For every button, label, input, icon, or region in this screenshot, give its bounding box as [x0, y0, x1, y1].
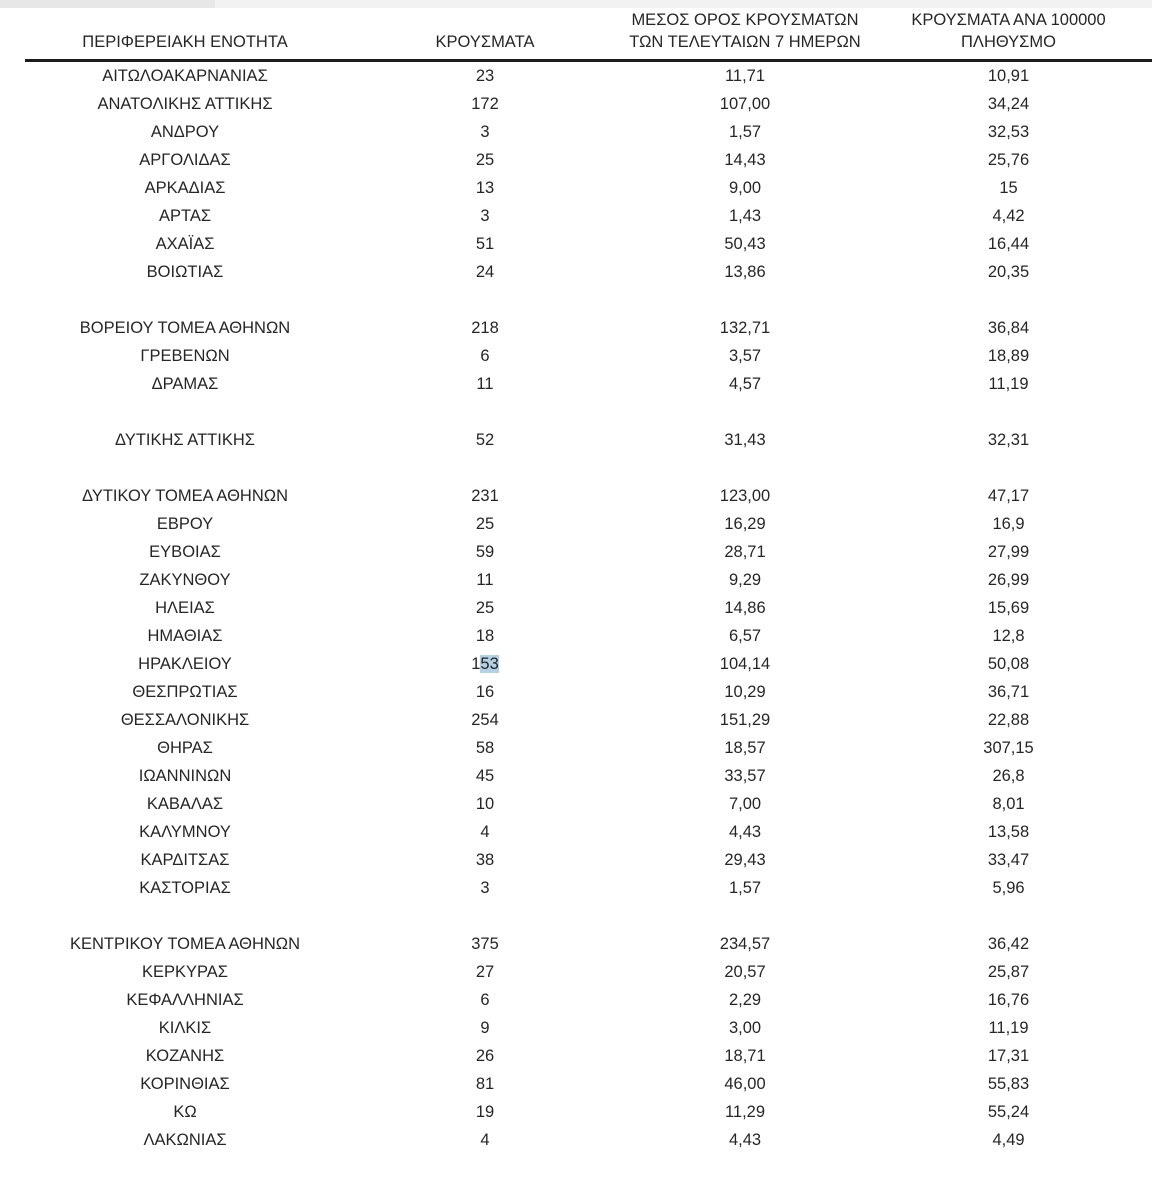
- cases-cell: 218: [471, 318, 499, 337]
- region-cell: ΚΑΡΔΙΤΣΑΣ: [140, 850, 230, 869]
- per100k-cell: 36,71: [987, 682, 1030, 701]
- table-row: [25, 258, 1152, 286]
- per100k-cell: 32,31: [987, 430, 1030, 449]
- header-row: [25, 10, 1152, 60]
- region-cell: ΒΟΙΩΤΙΑΣ: [146, 262, 224, 281]
- cases-cell: [345, 650, 625, 678]
- per100k-cell: 4,42: [992, 206, 1025, 225]
- cases-cell: 18: [475, 626, 495, 645]
- avg7-cell: 3,57: [728, 346, 762, 365]
- cases-cell: 6: [480, 346, 490, 365]
- table-row: [25, 1098, 1152, 1126]
- per100k-cell: 12,8: [992, 626, 1025, 645]
- per100k-cell: 36,84: [987, 318, 1030, 337]
- region-cell: ΒΟΡΕΙΟΥ ΤΟΜΕΑ ΑΘΗΝΩΝ: [79, 318, 291, 337]
- header-regional-unit: [25, 10, 345, 60]
- per100k-cell: 50,08: [987, 654, 1030, 673]
- avg7-cell: 10,29: [724, 682, 766, 701]
- region-cell: ΔΥΤΙΚΗΣ ΑΤΤΙΚΗΣ: [115, 430, 255, 449]
- avg7-cell: 20,57: [724, 962, 766, 981]
- cases-cell: 19: [475, 1102, 495, 1121]
- region-cell: ΗΡΑΚΛΕΙΟΥ: [138, 654, 232, 673]
- region-cell: ΕΥΒΟΙΑΣ: [149, 542, 221, 561]
- cases-cell: 16: [475, 682, 495, 701]
- table-row: [25, 314, 1152, 342]
- cases-cell: 27: [475, 962, 495, 981]
- cases-cell: 59: [475, 542, 495, 561]
- table-row: [25, 538, 1152, 566]
- avg7-cell: 13,86: [724, 262, 766, 281]
- spacer-cell: [25, 398, 1152, 426]
- header-regional-unit-line2: ΠΕΡΙΦΕΡΕΙΑΚΗ ΕΝΟΤΗΤΑ: [82, 33, 288, 51]
- header-7day-average-line2: ΤΩΝ ΤΕΛΕΥΤΑΙΩΝ 7 ΗΜΕΡΩΝ: [629, 33, 861, 51]
- avg7-cell: 9,00: [728, 178, 762, 197]
- per100k-cell: 25,87: [987, 962, 1030, 981]
- region-cell: ΗΜΑΘΙΑΣ: [147, 626, 223, 645]
- spacer-row: [25, 902, 1152, 930]
- per100k-cell: 25,76: [987, 150, 1030, 169]
- cases-cell: 45: [475, 766, 495, 785]
- avg7-cell: 4,57: [728, 374, 762, 393]
- cases-cell: 4: [480, 1130, 490, 1149]
- region-cell: ΚΟΡΙΝΘΙΑΣ: [140, 1074, 230, 1093]
- table-row: [25, 734, 1152, 762]
- avg7-cell: 1,43: [728, 206, 762, 225]
- per100k-cell: 36,42: [987, 934, 1030, 953]
- avg7-cell: 4,43: [728, 822, 762, 841]
- cases-cell: 24: [475, 262, 495, 281]
- region-cell: ΑΙΤΩΛΟΑΚΑΡΝΑΝΙΑΣ: [102, 66, 268, 85]
- avg7-cell: 33,57: [724, 766, 766, 785]
- avg7-cell: 46,00: [724, 1074, 766, 1093]
- cases-cell: 81: [475, 1074, 495, 1093]
- cases-cell: 25: [475, 598, 495, 617]
- avg7-cell: 2,29: [728, 990, 762, 1009]
- table-row: [25, 60, 1152, 90]
- spacer-row: [25, 286, 1152, 314]
- avg7-cell: 11,71: [724, 66, 766, 85]
- header-cases-line2: ΚΡΟΥΣΜΑΤΑ: [435, 33, 535, 51]
- cases-cell: 6: [480, 990, 490, 1009]
- per100k-cell: 55,24: [987, 1102, 1030, 1121]
- cases-cell: 11: [476, 374, 494, 393]
- avg7-cell: 1,57: [728, 122, 762, 141]
- cases-cell: 10: [475, 794, 495, 813]
- table-row: [25, 426, 1152, 454]
- top-strip-dark-segment: [0, 0, 215, 8]
- region-cell: ΕΒΡΟΥ: [156, 514, 214, 533]
- region-cell: ΑΝΑΤΟΛΙΚΗΣ ΑΤΤΙΚΗΣ: [97, 94, 273, 113]
- per100k-cell: 55,83: [987, 1074, 1030, 1093]
- table-row: [25, 118, 1152, 146]
- cases-cell: 58: [475, 738, 495, 757]
- per100k-cell: 13,58: [987, 822, 1030, 841]
- cases-cell: 4: [480, 822, 490, 841]
- region-cell: ΑΧΑΪΑΣ: [155, 234, 215, 253]
- avg7-cell: 50,43: [724, 234, 766, 253]
- per100k-cell: 11,19: [988, 374, 1029, 393]
- region-cell: ΓΡΕΒΕΝΩΝ: [140, 346, 230, 365]
- cases-cell: 3: [480, 878, 490, 897]
- per100k-cell: 5,96: [992, 878, 1025, 897]
- per100k-cell: 15: [999, 178, 1018, 197]
- header-7day-average-line1: ΜΕΣΟΣ ΟΡΟΣ ΚΡΟΥΣΜΑΤΩΝ: [631, 11, 859, 29]
- table-row: [25, 678, 1152, 706]
- avg7-cell: 107,00: [719, 94, 771, 113]
- cases-cell: 13: [475, 178, 495, 197]
- table-row: [25, 1042, 1152, 1070]
- region-cell: ΔΥΤΙΚΟΥ ΤΟΜΕΑ ΑΘΗΝΩΝ: [82, 486, 288, 505]
- avg7-cell: 104,14: [719, 654, 771, 673]
- region-cell: ΑΡΓΟΛΙΔΑΣ: [139, 150, 231, 169]
- per100k-cell: 4,49: [992, 1130, 1025, 1149]
- per100k-cell: 26,99: [987, 570, 1030, 589]
- table-row: [25, 622, 1152, 650]
- avg7-cell: 4,43: [728, 1130, 762, 1149]
- cases-cell: 375: [471, 934, 499, 953]
- region-cell: ΑΡΚΑΔΙΑΣ: [144, 178, 226, 197]
- per100k-cell: 10,91: [987, 66, 1030, 85]
- spacer-cell: [25, 286, 1152, 314]
- per100k-cell: 26,8: [992, 766, 1025, 785]
- cases-cell: 3: [480, 122, 490, 141]
- per100k-cell: 32,53: [987, 122, 1030, 141]
- header-per-100000: [865, 10, 1152, 60]
- region-cell: ΑΡΤΑΣ: [158, 206, 212, 225]
- table-row: [25, 230, 1152, 258]
- per100k-cell: 18,89: [987, 346, 1030, 365]
- header-cases: [345, 10, 625, 60]
- header-regional-unit-line1: [25, 10, 345, 32]
- avg7-cell: 16,29: [724, 514, 766, 533]
- per100k-cell: 22,88: [987, 710, 1030, 729]
- per100k-cell: 307,15: [983, 738, 1034, 757]
- region-cell: ΚΙΛΚΙΣ: [158, 1018, 212, 1037]
- table-row: [25, 706, 1152, 734]
- table-row: [25, 762, 1152, 790]
- avg7-cell: 18,57: [724, 738, 766, 757]
- cases-cell: 38: [475, 850, 495, 869]
- table-row: [25, 846, 1152, 874]
- avg7-cell: 9,29: [728, 570, 762, 589]
- per100k-cell: 20,35: [987, 262, 1030, 281]
- table-row: [25, 90, 1152, 118]
- table-row: [25, 174, 1152, 202]
- avg7-cell: 7,00: [728, 794, 762, 813]
- spacer-cell: [25, 902, 1152, 930]
- table-header: [25, 10, 1152, 60]
- avg7-cell: 29,43: [724, 850, 766, 869]
- table-row: [25, 986, 1152, 1014]
- cases-cell: 23: [475, 66, 495, 85]
- cases-cell: 52: [475, 430, 495, 449]
- region-cell: ΚΑΣΤΟΡΙΑΣ: [139, 878, 231, 897]
- table-row: [25, 874, 1152, 902]
- region-cell: ΚΟΖΑΝΗΣ: [145, 1046, 225, 1065]
- avg7-cell: 31,43: [724, 430, 766, 449]
- cases-cell: 172: [471, 94, 499, 113]
- avg7-cell: 14,86: [724, 598, 766, 617]
- avg7-cell: 151,29: [719, 710, 771, 729]
- cases-by-regional-unit-table: [25, 10, 1152, 1154]
- avg7-cell: 123,00: [719, 486, 771, 505]
- region-cell: ΗΛΕΙΑΣ: [155, 598, 215, 617]
- cases-cell: 26: [475, 1046, 495, 1065]
- region-cell: ΘΗΡΑΣ: [157, 738, 213, 757]
- header-cases-line1: [345, 10, 625, 32]
- table-row: [25, 202, 1152, 230]
- table-row: [25, 818, 1152, 846]
- per100k-cell: 8,01: [992, 794, 1025, 813]
- per100k-cell: 16,44: [987, 234, 1030, 253]
- cases-cell: 231: [471, 486, 499, 505]
- cases-cell: 51: [475, 234, 495, 253]
- table-row: [25, 930, 1152, 958]
- cases-cell: 11: [476, 570, 494, 589]
- region-cell: ΚΕΝΤΡΙΚΟΥ ΤΟΜΕΑ ΑΘΗΝΩΝ: [69, 934, 301, 953]
- spacer-cell: [25, 454, 1152, 482]
- per100k-cell: 27,99: [987, 542, 1030, 561]
- header-7day-average: [625, 10, 865, 60]
- table-row: [25, 510, 1152, 538]
- avg7-cell: 132,71: [719, 318, 771, 337]
- table-body: [25, 60, 1152, 1154]
- top-strip: [0, 0, 1152, 8]
- cases-cell: 9: [480, 1018, 490, 1037]
- region-cell: ΚΕΡΚΥΡΑΣ: [141, 962, 228, 981]
- region-cell: ΚΕΦΑΛΛΗΝΙΑΣ: [126, 990, 244, 1009]
- avg7-cell: 1,57: [728, 878, 762, 897]
- table-row: [25, 566, 1152, 594]
- table-row: [25, 1014, 1152, 1042]
- table-row: [25, 790, 1152, 818]
- avg7-cell: 6,57: [728, 626, 762, 645]
- per100k-cell: 33,47: [987, 850, 1030, 869]
- per100k-cell: 16,9: [992, 514, 1025, 533]
- region-cell: ΚΑΛΥΜΝΟΥ: [139, 822, 231, 841]
- table-row: [25, 482, 1152, 510]
- region-cell: ΚΑΒΑΛΑΣ: [146, 794, 224, 813]
- table-row: [25, 958, 1152, 986]
- avg7-cell: 234,57: [719, 934, 771, 953]
- region-cell: ΛΑΚΩΝΙΑΣ: [143, 1130, 227, 1149]
- table-row: [25, 370, 1152, 398]
- per100k-cell: 16,76: [987, 990, 1030, 1009]
- table-row: [25, 1070, 1152, 1098]
- cases-cell: 25: [475, 150, 495, 169]
- header-per-100000-line2: ΠΛΗΘΥΣΜΟ: [961, 33, 1056, 51]
- region-cell: ΘΕΣΣΑΛΟΝΙΚΗΣ: [120, 710, 250, 729]
- header-per-100000-line1: ΚΡΟΥΣΜΑΤΑ ΑΝΑ 100000: [911, 11, 1106, 29]
- region-cell: ΔΡΑΜΑΣ: [151, 374, 219, 393]
- per100k-cell: 11,19: [988, 1018, 1029, 1037]
- region-cell: ΚΩ: [173, 1102, 197, 1121]
- per100k-cell: 17,31: [987, 1046, 1030, 1065]
- region-cell: ΘΕΣΠΡΩΤΙΑΣ: [132, 682, 238, 701]
- table-row: [25, 146, 1152, 174]
- cases-cell: 254: [471, 710, 499, 729]
- avg7-cell: 18,71: [724, 1046, 766, 1065]
- table-row: [25, 342, 1152, 370]
- table-row: [25, 594, 1152, 622]
- cases-cell: 3: [480, 206, 490, 225]
- per100k-cell: 15,69: [987, 598, 1030, 617]
- avg7-cell: 11,29: [724, 1102, 766, 1121]
- avg7-cell: 28,71: [724, 542, 766, 561]
- cases-value-prefix: 1: [471, 654, 481, 673]
- selected-text: 53: [480, 654, 499, 673]
- region-cell: ΑΝΔΡΟΥ: [150, 122, 220, 141]
- spacer-row: [25, 454, 1152, 482]
- per100k-cell: 47,17: [987, 486, 1030, 505]
- avg7-cell: 14,43: [724, 150, 766, 169]
- table-row: [25, 650, 1152, 678]
- avg7-cell: 3,00: [728, 1018, 762, 1037]
- cases-cell: 25: [475, 514, 495, 533]
- region-cell: ΙΩΑΝΝΙΝΩΝ: [138, 766, 232, 785]
- per100k-cell: 34,24: [987, 94, 1030, 113]
- table-row: [25, 1126, 1152, 1154]
- spacer-row: [25, 398, 1152, 426]
- region-cell: ΖΑΚΥΝΘΟΥ: [139, 570, 231, 589]
